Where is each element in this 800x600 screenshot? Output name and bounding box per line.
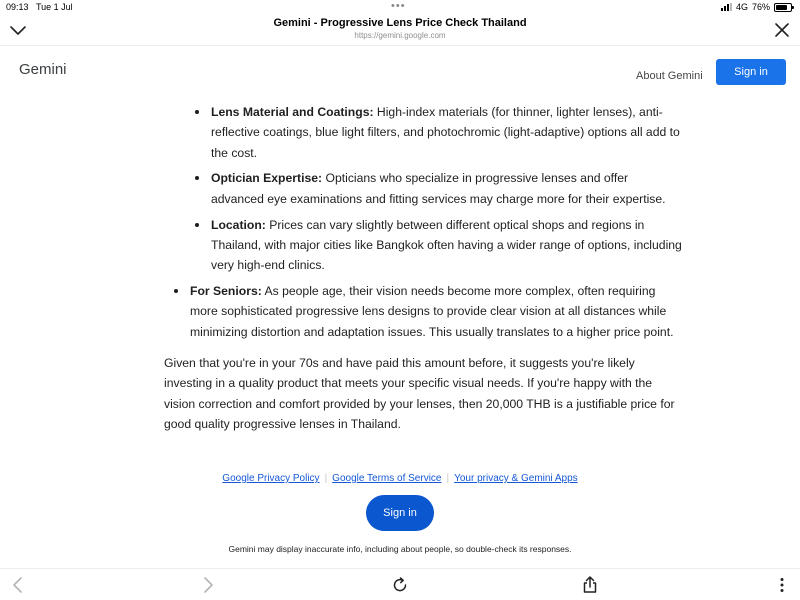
seniors-list [164, 281, 684, 342]
share-icon[interactable] [580, 575, 600, 595]
list-item-term: Optician Expertise: [211, 171, 323, 186]
status-time: 09:13 [6, 2, 29, 12]
response-content [164, 102, 684, 434]
disclaimer-text: Gemini may display inaccurate info, including about people, so double-check its responses. [228, 544, 572, 554]
status-indicators [721, 2, 792, 12]
status-date: Tue 1 Jul [36, 2, 73, 12]
battery-level [776, 5, 787, 10]
back-icon[interactable] [8, 575, 28, 595]
forward-icon[interactable] [198, 575, 218, 595]
link-separator: | [446, 473, 450, 484]
list-item [190, 281, 684, 342]
gemini-logo[interactable]: Gemini [19, 61, 67, 78]
list-item [211, 215, 684, 276]
list-item-term: Location: [211, 217, 266, 232]
sheet-title: Gemini - Progressive Lens Price Check Thailand [273, 17, 527, 29]
sheet-url: https://gemini.google.com [354, 31, 446, 40]
list-item-text: Prices can vary slightly between different optical shops and regions in Thailand, with major cities like Bangkok often having a wider range of options, including very high-end clinics. [211, 217, 682, 273]
network-type: 4G [735, 2, 748, 12]
list-item-text: Opticians who specialize in progressive lenses and offer advanced eye examinations and fitting services may charge more for their expertise. [211, 171, 666, 206]
reload-icon[interactable] [390, 575, 410, 595]
list-item-term: Lens Material and Coatings: [211, 105, 374, 119]
footer-sign-in-button[interactable]: Sign in [366, 495, 434, 531]
about-gemini-link[interactable]: About Gemini [636, 70, 703, 82]
factors-list [164, 102, 684, 276]
battery-icon [774, 3, 792, 12]
battery-percent: 76% [751, 2, 770, 12]
footer-links [0, 473, 800, 484]
browser-toolbar [0, 568, 800, 600]
signal-icon [721, 3, 732, 11]
close-icon[interactable] [772, 20, 792, 40]
privacy-gemini-apps-link[interactable]: Your privacy & Gemini Apps [454, 473, 578, 484]
list-item-term: For Seniors: [190, 284, 262, 299]
list-item [211, 102, 684, 163]
status-bar [0, 0, 800, 14]
terms-of-service-link[interactable]: Google Terms of Service [332, 473, 442, 484]
privacy-policy-link[interactable]: Google Privacy Policy [222, 473, 320, 484]
list-item [211, 168, 684, 209]
list-item-text: High-index materials (for thinner, lighter lenses), anti-reflective coatings, blue light filters, and photochromic (light-adaptive) options all add to the cost. [211, 105, 680, 160]
link-separator: | [324, 473, 328, 484]
sheet-header [0, 14, 800, 46]
header-sign-in-button[interactable]: Sign in [716, 59, 786, 85]
more-icon[interactable] [772, 575, 792, 595]
multitasking-dots-icon[interactable]: ••• [391, 0, 406, 12]
list-item-text: As people age, their vision needs become more complex, often requiring more sophisticated progressive lens designs to provide clear vision at all distances while minimizing distortion and adaptation issues. This usually translates to a higher price point. [190, 284, 674, 339]
conclusion-paragraph: Given that you're in your 70s and have paid this amount before, it suggests you're likely investing in a quality product that meets your specific visual needs. If you're happy with the vision correction and comfort provided by your lenses, then 20,000 THB is a justifiable price for good quality progressive lenses in Thailand. [164, 356, 675, 431]
